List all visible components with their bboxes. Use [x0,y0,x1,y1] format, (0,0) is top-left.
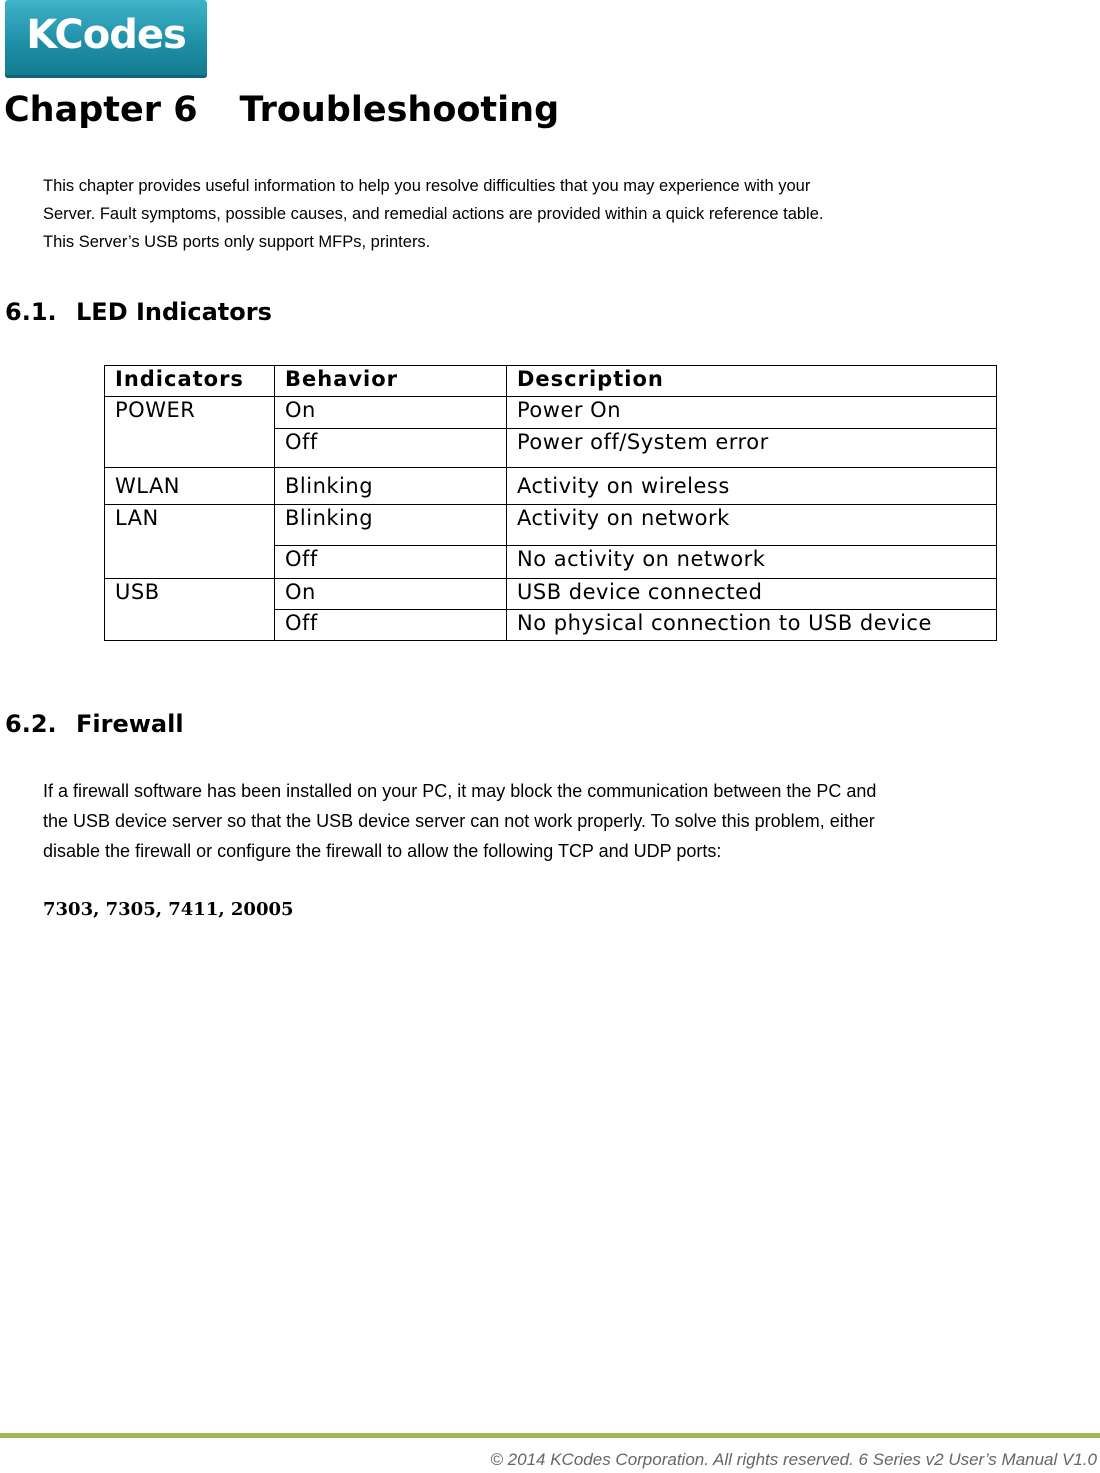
logo-text: KCodes [26,12,186,58]
section-heading-firewall [5,708,184,740]
firewall-line: If a firewall software has been installed on your PC, it may block the communication between the PC and [43,781,877,801]
description-cell: No physical connection to USB device [507,610,997,641]
behavior-cell: Blinking [275,505,507,546]
description-cell: Activity on network [507,505,997,546]
indicator-cell: POWER [105,397,275,468]
table-row [105,579,997,610]
chapter-number: Chapter 6 [4,90,198,130]
behavior-cell: Off [275,429,507,468]
intro-line: This chapter provides useful information to help you resolve difficulties that you may experience with your [43,177,811,195]
description-cell: Power off/System error [507,429,997,468]
header-description: Description [507,366,997,397]
footer-copyright: © 2014 KCodes Corporation. All rights reserved. 6 Series v2 User’s Manual V1.0 [490,1450,1097,1469]
indicator-cell: USB [105,579,275,641]
kcodes-logo [5,0,207,78]
description-cell: Activity on wireless [507,468,997,505]
led-indicators-table [104,365,997,641]
indicator-cell: WLAN [105,468,275,505]
behavior-cell: Off [275,546,507,579]
port-list: 7303, 7305, 7411, 20005 [43,899,294,920]
description-cell: USB device connected [507,579,997,610]
indicator-cell: LAN [105,505,275,579]
firewall-paragraph [43,776,1100,866]
header-indicators: Indicators [105,366,275,397]
description-cell: No activity on network [507,546,997,579]
intro-line: Server. Fault symptoms, possible causes, and remedial actions are provided within a quick reference table. [43,205,824,223]
behavior-cell: On [275,579,507,610]
firewall-line: disable the firewall or configure the firewall to allow the following TCP and UDP ports: [43,841,722,861]
table-header-row [105,366,997,397]
section-title: LED Indicators [76,298,272,326]
table-row [105,468,997,505]
description-cell: Power On [507,397,997,429]
behavior-cell: Blinking [275,468,507,505]
behavior-cell: Off [275,610,507,641]
behavior-cell: On [275,397,507,429]
section-number: 6.2. [5,710,57,738]
intro-paragraph [43,172,1100,256]
footer-divider [0,1433,1100,1438]
section-title: Firewall [76,710,184,738]
chapter-title [4,88,559,132]
chapter-name: Troubleshooting [239,90,560,130]
header-behavior: Behavior [275,366,507,397]
table-row [105,397,997,429]
intro-line: This Server’s USB ports only support MFPs, printers. [43,233,431,251]
firewall-line: the USB device server so that the USB device server can not work properly. To solve this problem, either [43,811,875,831]
section-number: 6.1. [5,298,57,326]
table-row [105,505,997,546]
section-heading-led-indicators [5,296,272,328]
